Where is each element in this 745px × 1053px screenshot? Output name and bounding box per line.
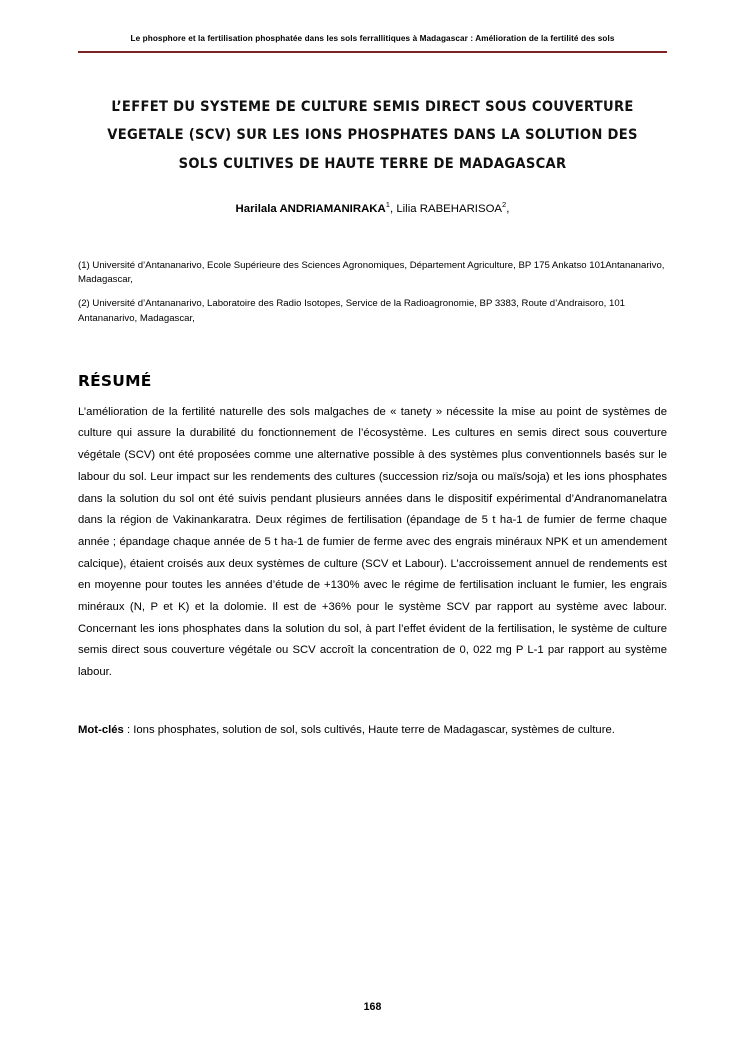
section-heading-resume: RÉSUMÉ xyxy=(78,371,152,390)
abstract-text: L’amélioration de la fertilité naturelle des sols malgaches de « tanety » nécessite la mise au point de systèmes de culture qui assure la durabilité du fonctionnement de l’écosystème. Les cultures en semis direct sous couverture végétale (SCV) ont été proposées comme une alternative possible à des systèmes plus conventionnels basés sur le labour du sol. Leur impact sur les rendements des cultures (succession riz/soja ou maïs/soja) et les ions phosphates dans la solution du sol ont été suivis pendant plusieurs années dans le dispositif expérimental d’Andranomanelatra dans la région de Vakinankaratra. Deux régimes de fertilisation (épandage de 5 t ha-1 de fumier de ferme chaque année ; épandage chaque année de 5 t ha-1 de fumier de ferme avec des engrais minéraux NPK et un amendement calcique), étaient croisés aux deux systèmes de culture (SCV et Labour). L’accroissement annuel de rendements est en moyenne pour toutes les années d’étude de +130% avec le régime de fertilisation incluant le fumier, les engrais minéraux (N, P et K) et la dolomie. Il est de +36% pour le système SCV par rapport au système avec labour. Concernant les ions phosphates dans la solution du sol, à part l’effet évident de la fertilisation, le système de culture semis direct sous couverture végétale ou SCV accroît la concentration de 0, 022 mg P L-1 par rapport au système labour. xyxy=(78,405,667,678)
header-rule xyxy=(78,51,667,53)
affiliation-2: (2) Université d’Antananarivo, Laboratoire des Radio Isotopes, Service de la Radioagronomie, BP 3383, Route d’Andraisoro, 101 Antananarivo, Madagascar, xyxy=(78,298,625,324)
keywords-label: Mot-clés xyxy=(78,723,124,736)
keywords-line xyxy=(78,720,667,742)
page-number: 168 xyxy=(363,1001,382,1013)
running-head: Le phosphore et la fertilisation phosphatée dans les sols ferrallitiques à Madagascar : Amélioration de la fertilité des sols xyxy=(130,34,615,43)
page-title: L’EFFET DU SYSTEME DE CULTURE SEMIS DIRECT SOUS COUVERTURE VEGETALE (SCV) SUR LES IONS PHOSPHATES DANS LA SOLUTION DES SOLS CULTIVES DE HAUTE TERRE DE MADAGASCAR xyxy=(107,97,638,172)
author-primary-affil-marker: 1 xyxy=(385,200,390,210)
author-primary: Harilala ANDRIAMANIRAKA xyxy=(235,203,386,215)
author-list-tail: , xyxy=(506,203,510,215)
author-secondary-affil-marker: 2 xyxy=(502,200,507,210)
author-list xyxy=(78,200,667,215)
keywords-text: : Ions phosphates, solution de sol, sols cultivés, Haute terre de Madagascar, systèmes de culture. xyxy=(123,723,615,736)
author-secondary: , Lilia RABEHARISOA xyxy=(389,203,503,215)
affiliation-1: (1) Université d’Antananarivo, Ecole Supérieure des Sciences Agronomiques, Département Agriculture, BP 175 Ankatso 101Antananarivo, Madagascar, xyxy=(78,260,665,286)
